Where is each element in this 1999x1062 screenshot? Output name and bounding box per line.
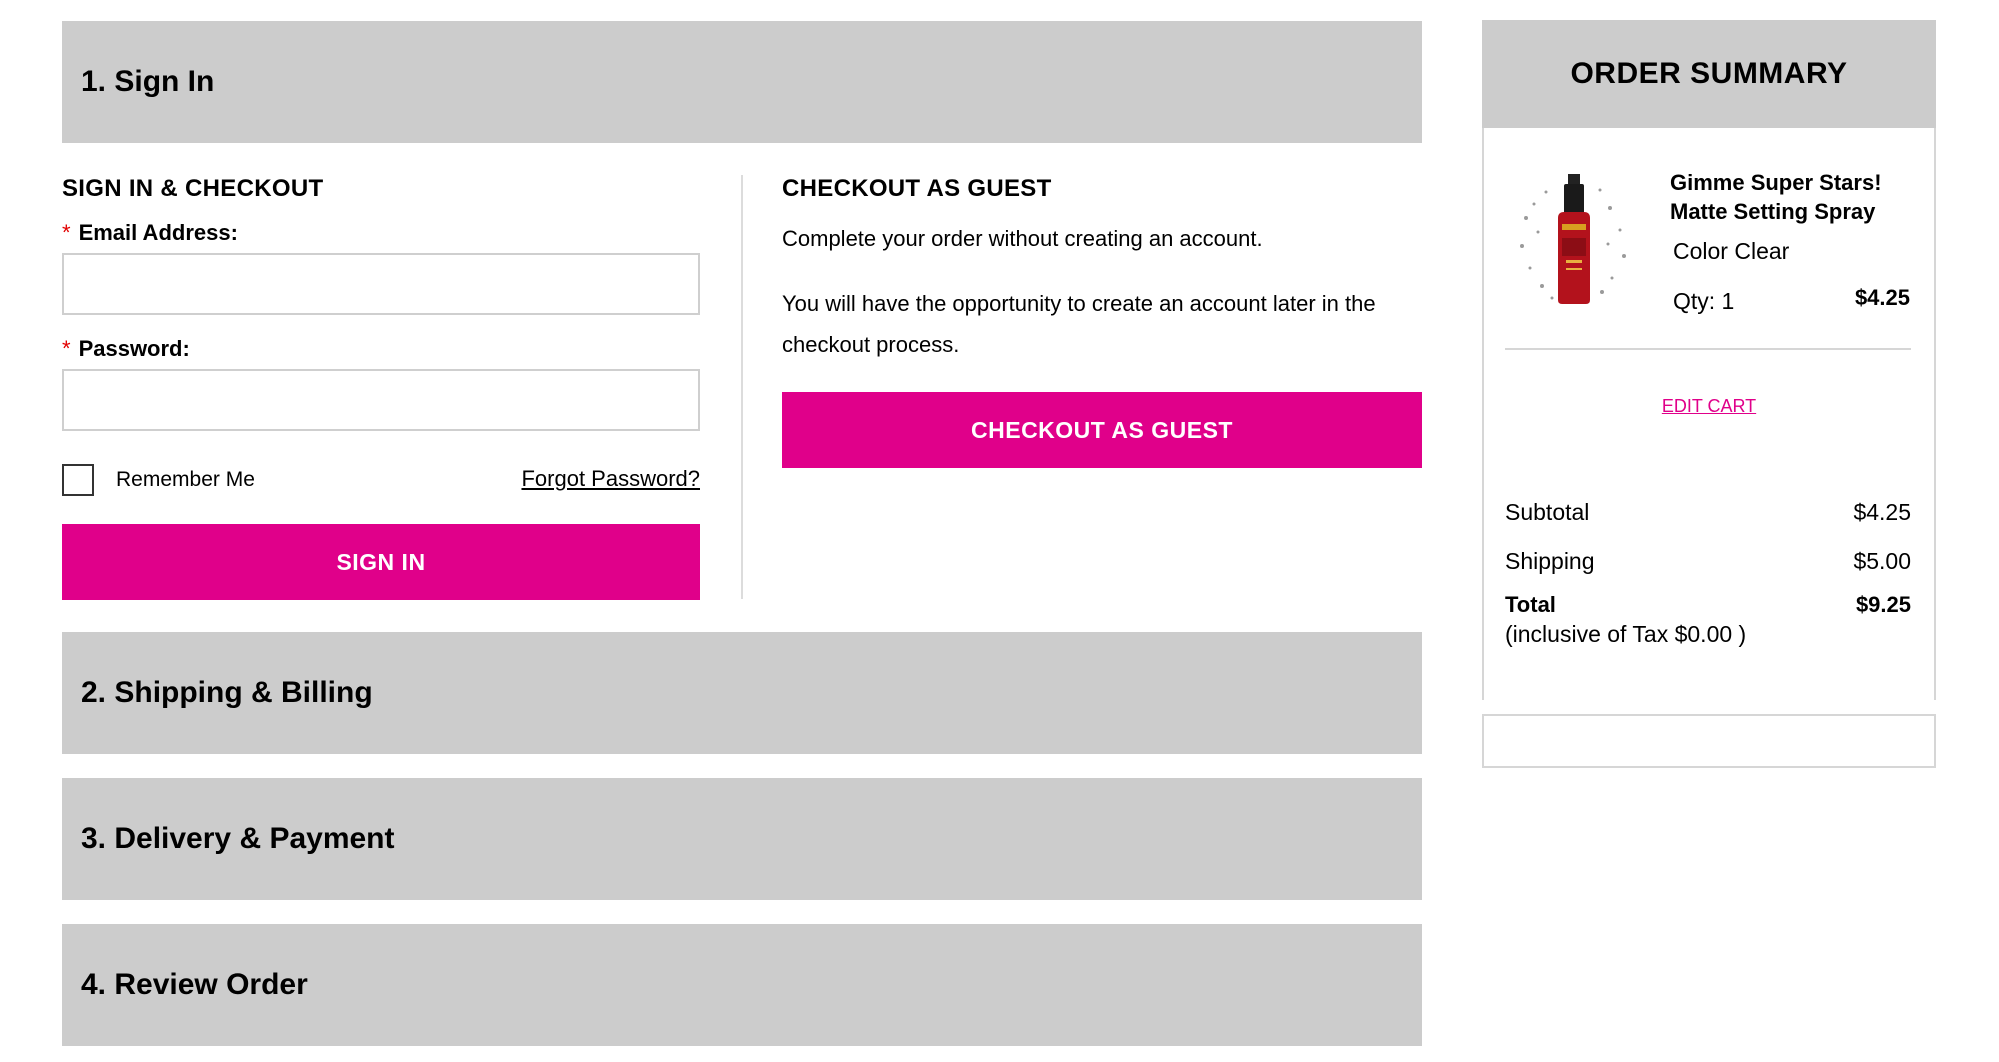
required-marker: * [62, 336, 71, 361]
product-quantity: Qty: 1 [1673, 288, 1735, 314]
step-title: 2. Shipping & Billing [81, 676, 373, 709]
step-delivery-payment-header[interactable] [62, 778, 1422, 900]
step-title: 1. Sign In [81, 65, 215, 98]
sign-in-title: SIGN IN & CHECKOUT [62, 175, 324, 202]
checkout-as-guest-button[interactable]: CHECKOUT AS GUEST [782, 392, 1422, 468]
remember-me-label: Remember Me [116, 468, 255, 491]
summary-divider [1505, 348, 1911, 350]
email-label: * Email Address: [62, 220, 238, 245]
subtotal-value: $4.25 [1853, 499, 1911, 525]
shipping-row [1505, 548, 1911, 575]
order-summary-title: ORDER SUMMARY [1482, 20, 1936, 128]
subtotal-row [1505, 499, 1911, 526]
step-review-order-header[interactable] [62, 924, 1422, 1046]
password-input[interactable] [62, 369, 700, 431]
edit-cart-link[interactable]: EDIT CART [1661, 396, 1757, 416]
product-name[interactable]: Gimme Super Stars! Matte Setting Spray [1670, 170, 1882, 224]
shipping-value: $5.00 [1853, 548, 1911, 574]
total-row [1505, 592, 1911, 618]
step-title: 4. Review Order [81, 968, 308, 1001]
step-shipping-billing-header[interactable] [62, 632, 1422, 754]
password-label: * Password: [62, 336, 190, 361]
column-divider [741, 175, 743, 599]
sign-in-button[interactable]: SIGN IN [62, 524, 700, 600]
remember-me-checkbox[interactable] [62, 464, 94, 496]
product-image [1512, 168, 1636, 308]
guest-title: CHECKOUT AS GUEST [782, 175, 1052, 202]
product-price: $4.25 [1854, 285, 1910, 310]
email-input[interactable] [62, 253, 700, 315]
tax-note: (inclusive of Tax $0.00 ) [1505, 621, 1747, 647]
promo-code-box[interactable] [1482, 714, 1936, 768]
step-title: 3. Delivery & Payment [81, 822, 395, 855]
guest-description: Complete your order without creating an account. [782, 226, 1263, 251]
shipping-label: Shipping [1505, 548, 1595, 574]
subtotal-label: Subtotal [1505, 499, 1590, 525]
total-value: $9.25 [1855, 592, 1911, 617]
step-sign-in-header[interactable] [62, 21, 1422, 143]
total-label: Total [1505, 592, 1556, 617]
required-marker: * [62, 220, 71, 245]
product-color: Color Clear [1673, 238, 1790, 264]
forgot-password-link[interactable]: Forgot Password? [521, 466, 700, 491]
guest-account-note: You will have the opportunity to create an account later in the checkout process. [782, 291, 1376, 357]
